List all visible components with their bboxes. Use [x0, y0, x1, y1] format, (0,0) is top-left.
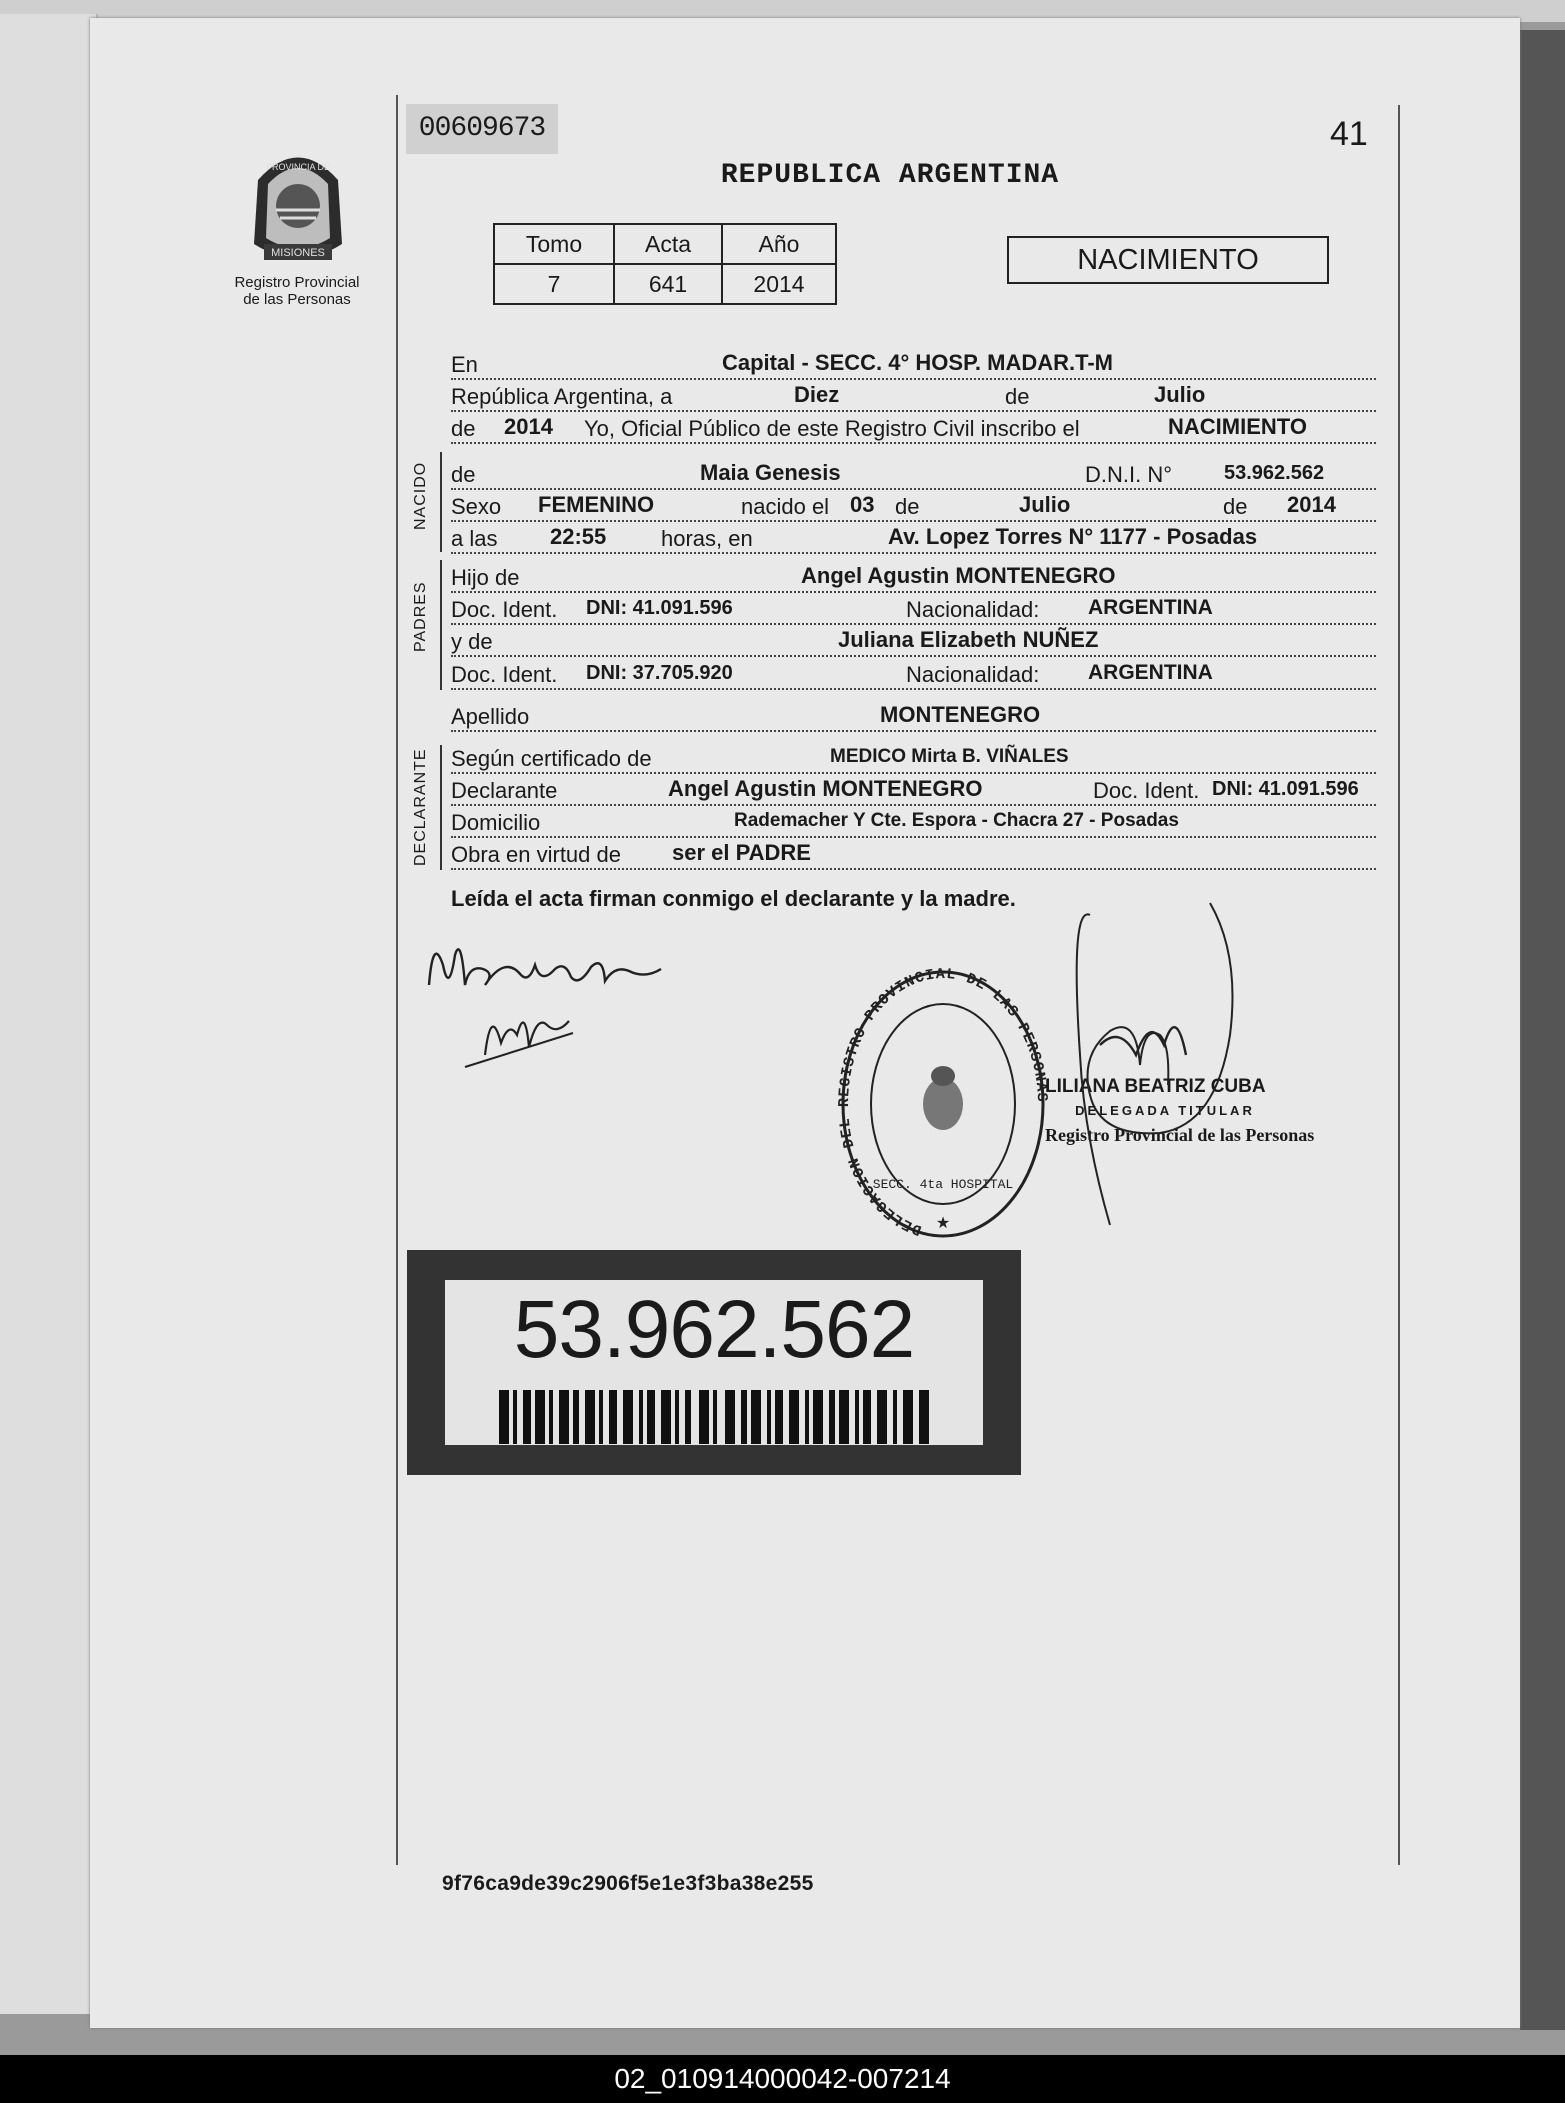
- seal-text-bottom: MISIONES: [271, 247, 325, 259]
- dni-value: 53.962.562: [1221, 460, 1327, 486]
- document-page: [90, 18, 1520, 2028]
- footer-code: 02_010914000042-007214: [614, 2063, 951, 2094]
- father-doc-label: Doc. Ident.: [451, 597, 561, 623]
- registry-value-row: [494, 264, 836, 304]
- dni-label: D.N.I. N°: [1085, 462, 1176, 488]
- registry-stamp: [838, 968, 1048, 1245]
- domicilio-value: Rademacher Y Cte. Espora - Chacra 27 - Posadas: [731, 808, 1182, 834]
- declarante-label: Declarante: [451, 778, 561, 804]
- en-value: Capital - SECC. 4° HOSP. MADAR.T-M: [719, 350, 1116, 376]
- certificado-value: MEDICO Mirta B. VIÑALES: [827, 744, 1072, 770]
- official-role: DELEGADA TITULAR: [1075, 1103, 1255, 1118]
- row-domicilio: [451, 808, 1376, 838]
- document-title: REPUBLICA ARGENTINA: [720, 160, 1060, 191]
- row-sexo: [451, 492, 1376, 522]
- birth-de2-label: de: [1223, 494, 1251, 520]
- registry-table: [493, 223, 837, 305]
- birth-month-value: Julio: [1016, 492, 1073, 518]
- birth-de1-label: de: [895, 494, 923, 520]
- en-label: En: [451, 352, 482, 378]
- page-number: 41: [1330, 115, 1368, 153]
- nacido-bracket: [440, 452, 442, 552]
- barcode-icon: [499, 1390, 929, 1444]
- header-tomo: Tomo: [494, 224, 614, 264]
- right-margin-rule: [1398, 105, 1400, 1865]
- row-obra: [451, 840, 1376, 870]
- domicilio-label: Domicilio: [451, 810, 544, 836]
- declarante-doc-value: DNI: 41.091.596: [1209, 776, 1362, 802]
- dni-id-label: [407, 1250, 1021, 1475]
- scan-edge: [1520, 30, 1565, 2030]
- row-hora: [451, 524, 1376, 554]
- official-office: Registro Provincial de las Personas: [1045, 1125, 1315, 1145]
- day-value: Diez: [791, 382, 842, 408]
- value-acta: 641: [614, 264, 722, 304]
- row-padre-doc: [451, 595, 1376, 625]
- birth-year-value: 2014: [1284, 492, 1339, 518]
- certificado-label: Según certificado de: [451, 746, 656, 772]
- hijo-label: Hijo de: [451, 565, 523, 591]
- row-padre: [451, 563, 1376, 593]
- republica-label: República Argentina, a: [451, 384, 676, 410]
- scan-footer: [0, 2055, 1565, 2103]
- serial-number: 00609673: [406, 104, 558, 154]
- row-madre: [451, 627, 1376, 657]
- obra-label: Obra en virtud de: [451, 842, 625, 868]
- year-label: de: [451, 416, 479, 442]
- declarant-signature: [425, 925, 685, 1080]
- official-name: LILIANA BEATRIZ CUBA: [1045, 1076, 1266, 1097]
- apellido-value: MONTENEGRO: [877, 702, 1043, 728]
- father-name-value: Angel Agustin MONTENEGRO: [798, 563, 1119, 589]
- value-anio: 2014: [722, 264, 836, 304]
- nacido-section-label: NACIDO: [412, 461, 429, 530]
- nacido-de-label: de: [451, 462, 479, 488]
- mother-nat-label: Nacionalidad:: [906, 662, 1043, 688]
- de-label: de: [1005, 384, 1033, 410]
- row-madre-doc: [451, 660, 1376, 690]
- closing-text: Leída el acta firman conmigo el declarante y la madre.: [451, 886, 1016, 911]
- birth-day-value: 03: [847, 492, 877, 518]
- declarante-bracket: [440, 745, 442, 870]
- sexo-label: Sexo: [451, 494, 505, 520]
- dni-id-inner: [445, 1280, 983, 1445]
- father-nat-value: ARGENTINA: [1085, 595, 1216, 621]
- stamp-star-icon: ★: [935, 1213, 951, 1232]
- sexo-value: FEMENINO: [535, 492, 657, 518]
- oficial-text: Yo, Oficial Público de este Registro Civil inscribo el: [584, 416, 1084, 442]
- row-inscripcion: [451, 414, 1376, 444]
- mother-name-value: Juliana Elizabeth NUÑEZ: [835, 627, 1101, 653]
- row-en: [451, 350, 1376, 380]
- row-apellido: [451, 702, 1376, 732]
- document-hash: 9f76ca9de39c2906f5e1e3f3ba38e255: [442, 1872, 814, 1895]
- facing-page: [0, 14, 98, 2014]
- declarante-value: Angel Agustin MONTENEGRO: [665, 776, 986, 802]
- nacido-el-label: nacido el: [741, 494, 833, 520]
- official-handwritten-signature: [1040, 895, 1260, 1240]
- row-declarante: [451, 776, 1376, 806]
- time-value: 22:55: [547, 524, 609, 550]
- logo-caption: [212, 274, 382, 308]
- horas-label: horas, en: [661, 526, 757, 552]
- header-anio: Año: [722, 224, 836, 264]
- inscribo-value: NACIMIENTO: [1165, 414, 1310, 440]
- father-nat-label: Nacionalidad:: [906, 597, 1043, 623]
- padres-bracket: [440, 560, 442, 690]
- birth-place-value: Av. Lopez Torres N° 1177 - Posadas: [885, 524, 1260, 550]
- las-label: a las: [451, 526, 501, 552]
- mother-nat-value: ARGENTINA: [1085, 660, 1216, 686]
- logo-caption-line2: de las Personas: [243, 291, 351, 308]
- year-value: 2014: [501, 414, 556, 440]
- record-type-box: NACIMIENTO: [1007, 236, 1329, 284]
- row-nombre: [451, 460, 1376, 490]
- declarante-doc-label: Doc. Ident.: [1093, 778, 1203, 804]
- yde-label: y de: [451, 629, 497, 655]
- row-certificado: [451, 744, 1376, 774]
- value-tomo: 7: [494, 264, 614, 304]
- mother-doc-value: DNI: 37.705.920: [583, 660, 736, 686]
- mother-doc-label: Doc. Ident.: [451, 662, 561, 688]
- declarante-section-label: DECLARANTE: [412, 748, 429, 866]
- header-acta: Acta: [614, 224, 722, 264]
- seal-text-top: PROVINCIA DE: [265, 162, 331, 172]
- obra-value: ser el PADRE: [669, 840, 814, 866]
- month-value: Julio: [1151, 382, 1208, 408]
- logo-caption-line1: Registro Provincial: [234, 274, 360, 291]
- big-id-number: 53.962.562: [513, 1284, 915, 1375]
- province-seal-logo: [238, 140, 358, 277]
- child-name-value: Maia Genesis: [697, 460, 844, 486]
- apellido-label: Apellido: [451, 704, 533, 730]
- row-fecha-inscripcion: [451, 382, 1376, 412]
- padres-section-label: PADRES: [412, 581, 429, 652]
- stamp-ring-text: DELEGACION DEL GISTRO PROVINCIAL DE LAS PERSONA: [838, 968, 1048, 1239]
- stamp-inner-text: SECC. 4ta HOSPITAL: [872, 1177, 1014, 1192]
- left-margin-rule: [396, 95, 398, 1865]
- father-doc-value: DNI: 41.091.596: [583, 595, 736, 621]
- registry-header-row: [494, 224, 836, 264]
